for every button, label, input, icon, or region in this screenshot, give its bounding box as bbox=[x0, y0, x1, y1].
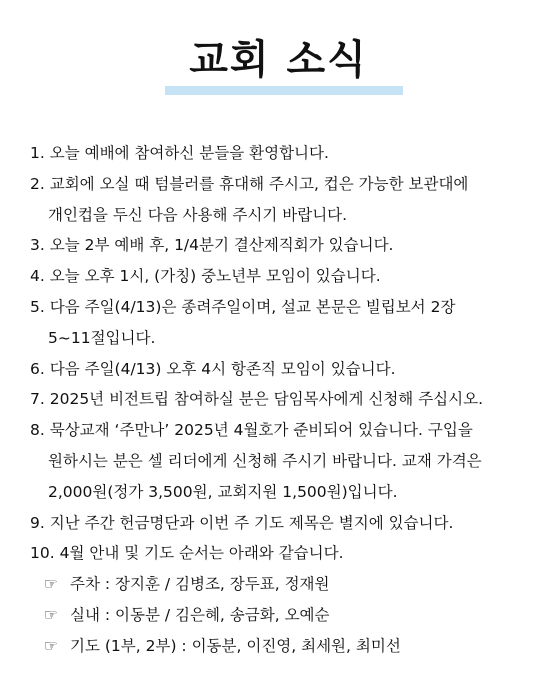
notice-number: 2. bbox=[30, 174, 45, 193]
notice-text: 다음 주일(4/13) 오후 4시 항존직 모임이 있습니다. bbox=[49, 359, 396, 378]
notice-item-3 bbox=[30, 230, 550, 261]
notice-text: 오늘 오후 1시, (가칭) 중노년부 모임이 있습니다. bbox=[49, 267, 381, 286]
schedule-text: 기도 (1부, 2부) : 이동분, 이진영, 최세원, 최미선 bbox=[70, 636, 401, 655]
notice-item-8-continued: 2,000원(정가 3,500원, 교회지원 1,500원)입니다. bbox=[48, 482, 398, 501]
notice-item-4 bbox=[30, 261, 550, 292]
schedule-text: 실내 : 이동분 / 김은혜, 송금화, 오예순 bbox=[70, 605, 330, 624]
notice-item-5-continued: 5~11절입니다. bbox=[48, 328, 156, 347]
notice-text: 묵상교재 ‘주만나’ 2025년 4월호가 준비되어 있습니다. 구입을 bbox=[49, 421, 473, 440]
notice-item-6 bbox=[30, 354, 550, 385]
notice-item-1 bbox=[30, 138, 550, 169]
schedule-row-parking bbox=[30, 569, 550, 600]
notice-item-5 bbox=[30, 292, 550, 323]
notice-number: 9. bbox=[30, 513, 45, 532]
pointing-hand-icon: ☞ bbox=[44, 575, 58, 594]
notice-number: 7. bbox=[30, 390, 45, 409]
notice-text: 4월 안내 및 기도 순서는 아래와 같습니다. bbox=[59, 544, 344, 563]
notice-text: 오늘 2부 예배 후, 1/4분기 결산제직회가 있습니다. bbox=[49, 236, 394, 255]
schedule-text: 주차 : 장지훈 / 김병조, 장두표, 정재원 bbox=[70, 575, 330, 594]
notice-text: 교회에 오실 때 텀블러를 휴대해 주시고, 컵은 가능한 보관대에 bbox=[49, 174, 469, 193]
title-underline-bar bbox=[165, 86, 403, 95]
notice-text: 2025년 비전트립 참여하실 분은 담임목사에게 신청해 주십시오. bbox=[49, 390, 484, 409]
page-title: 교회 소식 bbox=[189, 37, 368, 83]
notice-number: 5. bbox=[30, 297, 45, 316]
notice-item-7 bbox=[30, 384, 550, 415]
notice-item-8-continued: 원하시는 분은 셀 리더에게 신청해 주시기 바랍니다. 교재 가격은 bbox=[48, 451, 482, 470]
notice-number: 8. bbox=[30, 421, 45, 440]
notice-number: 10. bbox=[30, 544, 55, 563]
schedule-row-prayer bbox=[30, 631, 550, 662]
notice-item-10 bbox=[30, 538, 550, 569]
schedule-row-indoor bbox=[30, 600, 550, 631]
notice-number: 6. bbox=[30, 359, 45, 378]
notice-item-9 bbox=[30, 508, 550, 539]
notice-number: 4. bbox=[30, 267, 45, 286]
notice-item-8 bbox=[30, 415, 550, 446]
notice-number: 3. bbox=[30, 236, 45, 255]
notice-text: 오늘 예배에 참여하신 분들을 환영합니다. bbox=[49, 144, 329, 162]
notice-item-2 bbox=[30, 169, 550, 200]
pointing-hand-icon: ☞ bbox=[44, 605, 58, 624]
notice-list bbox=[30, 138, 550, 662]
notice-number: 1. bbox=[30, 144, 45, 162]
notice-text: 지난 주간 헌금명단과 이번 주 기도 제목은 별지에 있습니다. bbox=[49, 513, 454, 532]
notice-text: 다음 주일(4/13)은 종려주일이며, 설교 본문은 빌립보서 2장 bbox=[49, 297, 456, 316]
notice-item-2-continued: 개인컵을 두신 다음 사용해 주시기 바랍니다. bbox=[48, 205, 348, 224]
pointing-hand-icon: ☞ bbox=[44, 636, 58, 655]
